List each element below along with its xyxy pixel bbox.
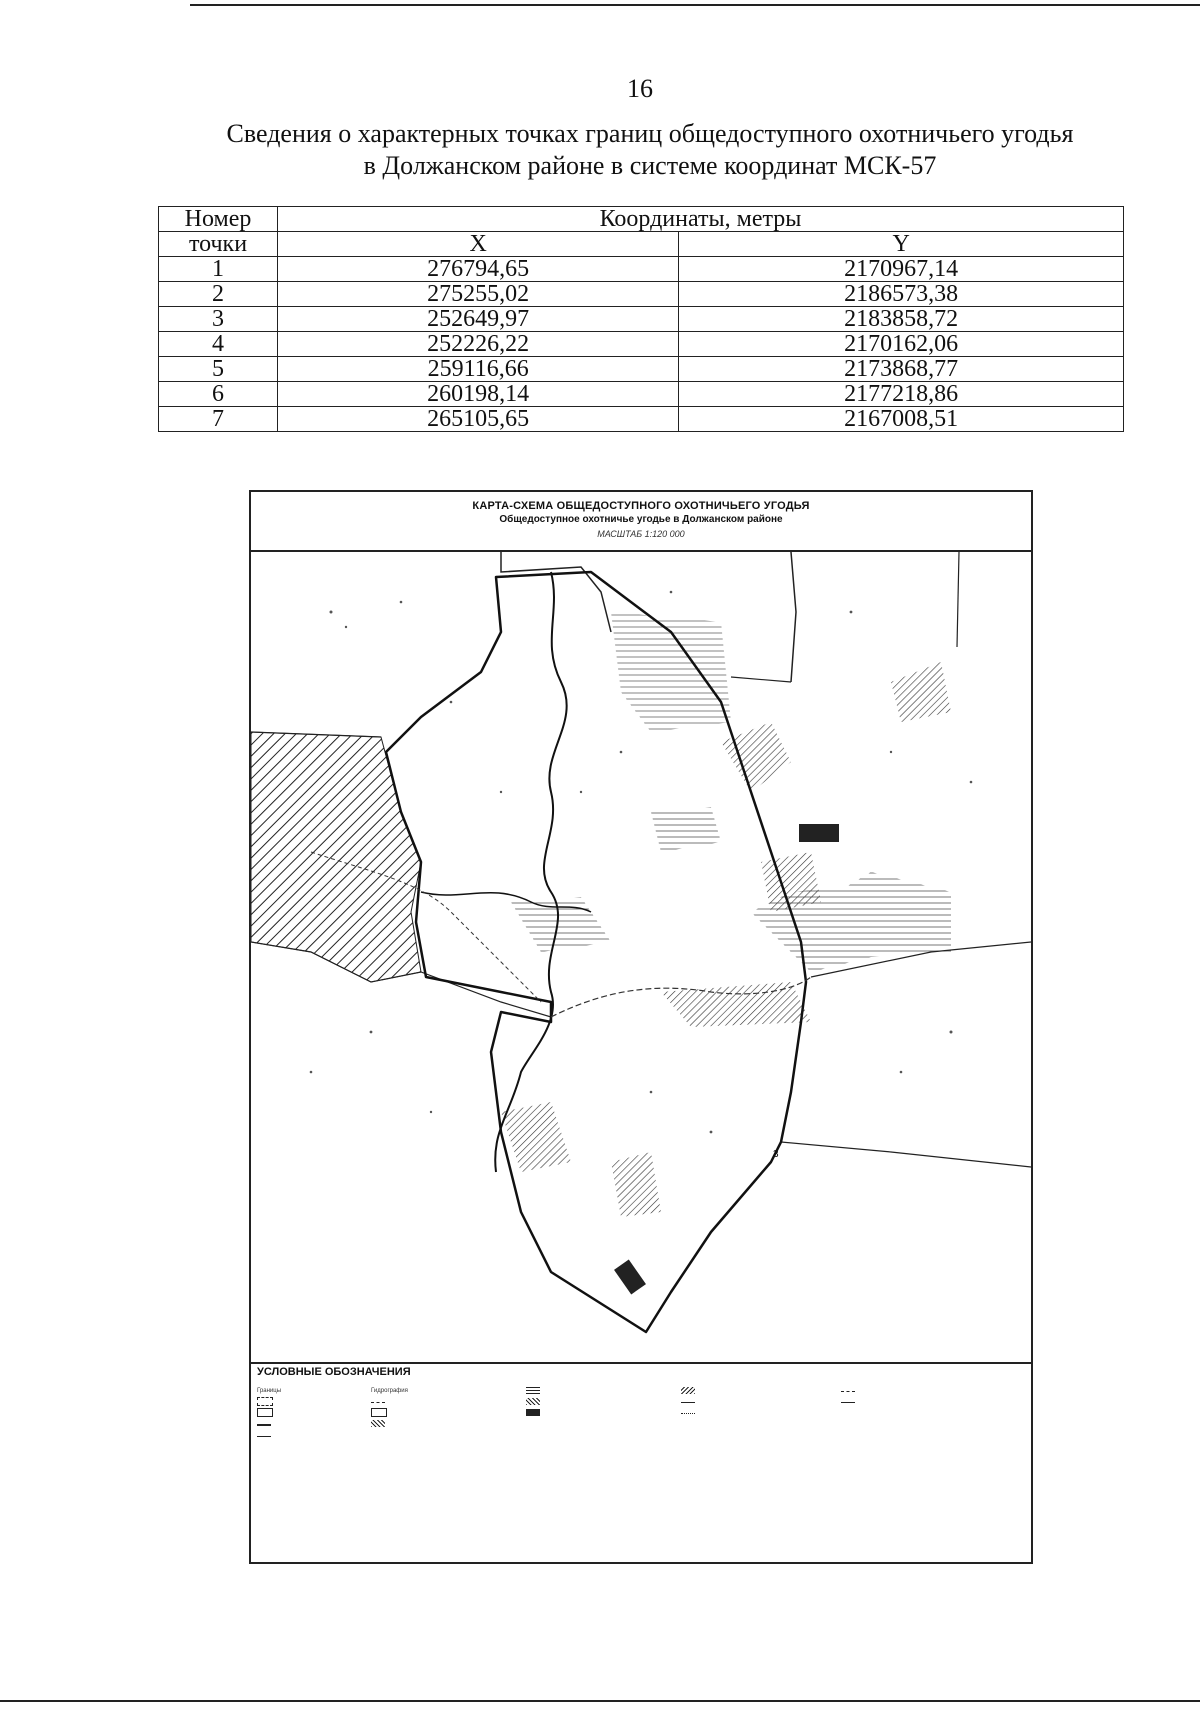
coord-x: 259116,66 <box>278 357 679 382</box>
top-rule <box>190 4 1200 6</box>
point-number: 5 <box>159 357 278 382</box>
coord-x: 252226,22 <box>278 332 679 357</box>
coord-y: 2167008,51 <box>679 407 1124 432</box>
coord-x: 260198,14 <box>278 382 679 407</box>
map-schema <box>249 490 1033 1564</box>
table-row <box>159 257 1124 282</box>
table-row <box>159 407 1124 432</box>
coord-y: 2170967,14 <box>679 257 1124 282</box>
map-scale: МАСШТАБ 1:120 000 <box>597 529 685 539</box>
legend-symbol <box>371 1399 385 1403</box>
bottom-rule <box>0 1700 1200 1702</box>
header-x: X <box>278 232 679 257</box>
coord-x: 265105,65 <box>278 407 679 432</box>
legend-column-1 <box>257 1386 367 1441</box>
coord-y: 2173868,77 <box>679 357 1124 382</box>
coord-x: 252649,97 <box>278 307 679 332</box>
coord-y: 2177218,86 <box>679 382 1124 407</box>
legend-column-5 <box>841 1386 1021 1408</box>
page-number: 16 <box>627 74 653 103</box>
legend-column-2 <box>371 1386 521 1430</box>
table-row <box>159 307 1124 332</box>
legend-symbol <box>257 1421 271 1426</box>
title-line-2: в Должанском районе в системе координат МСК-57 <box>363 151 937 180</box>
coordinates-table <box>158 206 1124 432</box>
legend-symbol <box>257 1408 273 1417</box>
legend-symbol <box>371 1408 387 1417</box>
legend-symbol <box>371 1420 385 1427</box>
legend-symbol <box>681 1410 695 1414</box>
table-row <box>159 382 1124 407</box>
legend-column-4 <box>681 1386 841 1419</box>
point-number: 7 <box>159 407 278 432</box>
header-coords: Координаты, метры <box>278 207 1124 232</box>
table-row <box>159 282 1124 307</box>
page-title <box>150 118 1150 182</box>
legend-heading-borders: Границы <box>257 1388 281 1394</box>
coord-y: 2186573,38 <box>679 282 1124 307</box>
header-point-line1: Номер <box>159 207 278 232</box>
legend-symbol <box>526 1387 540 1394</box>
legend-column-3 <box>526 1386 676 1419</box>
legend-symbol <box>841 1388 855 1392</box>
table-row <box>159 332 1124 357</box>
coord-y: 2170162,06 <box>679 332 1124 357</box>
map-subtitle: Общедоступное охотничье угодье в Должанском районе <box>499 514 783 525</box>
legend-symbol <box>841 1399 855 1403</box>
legend-symbol <box>526 1409 540 1416</box>
point-label-3: 3 <box>773 1149 779 1160</box>
hatched-patch <box>761 852 821 912</box>
coord-x: 275255,02 <box>278 282 679 307</box>
legend-symbol <box>257 1397 273 1406</box>
header-point-line2: точки <box>159 232 278 257</box>
title-line-1: Сведения о характерных точках границ общедоступного охотничьего угодья <box>226 119 1074 148</box>
legend-symbol <box>257 1433 271 1437</box>
legend-title: УСЛОВНЫЕ ОБОЗНАЧЕНИЯ <box>257 1366 411 1378</box>
point-number: 3 <box>159 307 278 332</box>
coord-x: 276794,65 <box>278 257 679 282</box>
legend-heading-hydrography: Гидрография <box>371 1388 408 1394</box>
legend-symbol <box>526 1398 540 1405</box>
map-title: КАРТА-СХЕМА ОБЩЕДОСТУПНОГО ОХОТНИЧЬЕГО УГОДЬЯ <box>472 500 810 512</box>
table-row <box>159 357 1124 382</box>
point-number: 2 <box>159 282 278 307</box>
map-drawing <box>251 552 1031 1360</box>
legend-symbol <box>681 1399 695 1403</box>
header-y: Y <box>679 232 1124 257</box>
dark-patch <box>799 824 839 842</box>
point-number: 6 <box>159 382 278 407</box>
map-header <box>251 492 1031 552</box>
legend-symbol <box>681 1387 695 1394</box>
map-legend <box>251 1362 1031 1564</box>
point-number: 1 <box>159 257 278 282</box>
point-number: 4 <box>159 332 278 357</box>
coord-y: 2183858,72 <box>679 307 1124 332</box>
